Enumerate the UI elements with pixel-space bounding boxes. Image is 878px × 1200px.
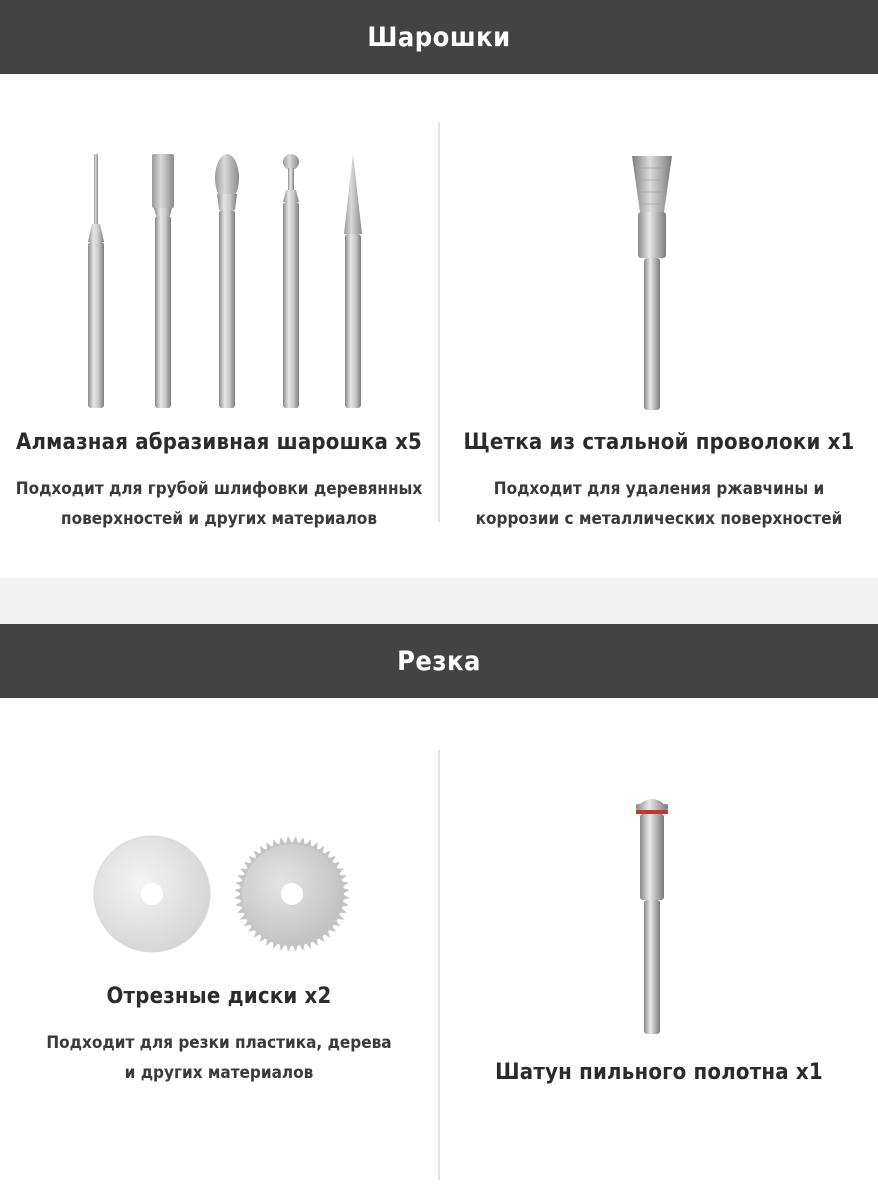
cutting-discs-icon [92,834,354,956]
item-description-line: Подходит для резки пластика, дерева [46,1033,392,1053]
saw-tooth [235,881,244,887]
saw-tooth [299,942,305,951]
item-title: Отрезные диски x2 [106,984,332,1009]
red-ring [636,810,668,814]
diamond-burrs-icon [80,150,370,412]
item-description-line: и других материалов [124,1063,314,1083]
item-title: Щетка из стальной проволоки x1 [463,430,855,455]
diamond-disc [94,836,210,952]
saw-tooth [292,944,299,952]
column-divider [438,750,440,1180]
saw-tooth [292,836,299,844]
saw-tooth [342,887,350,894]
burr-needle [88,154,104,408]
burr-oval [215,154,239,408]
saw-tooth [340,901,349,907]
saw-tooth [285,944,292,952]
item-description-line: Подходит для удаления ржавчины и [493,479,825,499]
saw-tooth [285,836,292,844]
burr-cylinder [152,154,174,408]
saw-tooth [234,894,242,901]
wire-brush-icon [628,152,676,414]
saw-tooth [342,894,350,901]
item-description-line: коррозии с металлических поверхностей [475,509,843,529]
burr-cone [344,154,362,408]
item-description-line: Подходит для грубой шлифовки деревянных [15,479,423,499]
saw-tooth [279,837,285,846]
saw-tooth [299,837,305,846]
mandrel-icon [632,792,672,1040]
saw-tooth [279,942,285,951]
item-title: Алмазная абразивная шарошка x5 [15,430,423,455]
item-description-line: поверхностей и других материалов [61,509,377,529]
saw-tooth [340,881,349,887]
saw-tooth [235,901,244,907]
column-divider [438,122,440,522]
item-title: Шатун пильного полотна x1 [495,1060,823,1085]
saw-tooth [234,887,242,894]
section-heading-cutting: Резка [0,624,878,698]
section-separator [0,578,878,624]
saw-disc [234,836,350,952]
section-heading-burrs: Шарошки [0,0,878,74]
burr-ball [283,154,299,408]
